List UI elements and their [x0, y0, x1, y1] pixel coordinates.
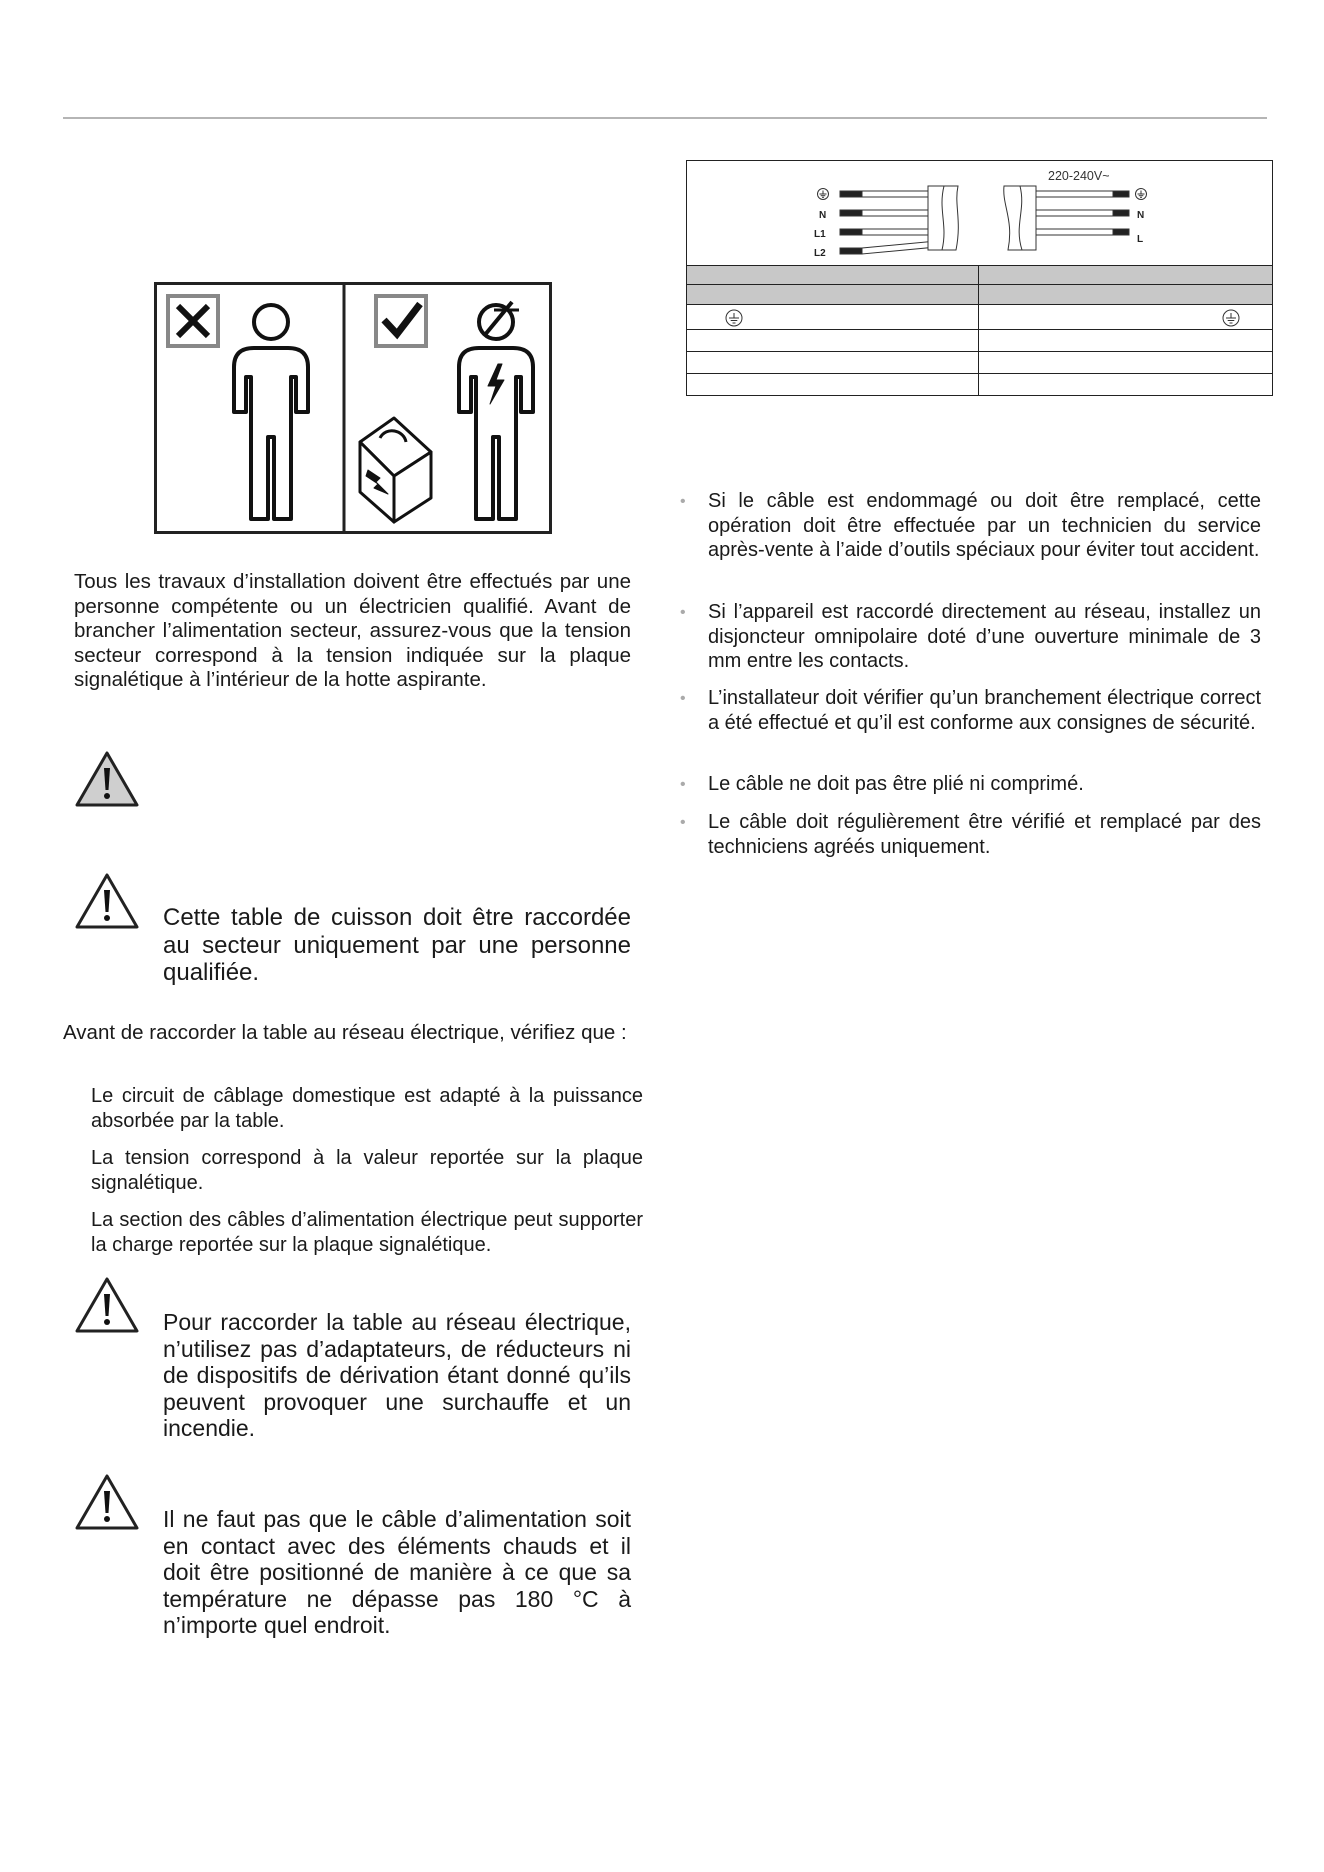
cross-box-icon — [168, 296, 218, 346]
bullet-icon: • — [680, 776, 686, 793]
wiring-table — [686, 265, 1273, 401]
check-box-icon — [376, 296, 426, 346]
warning-triangle-icon — [74, 1276, 140, 1334]
check-intro: Avant de raccorder la table au réseau électrique, vérifiez que : — [63, 1021, 627, 1044]
table-cell — [686, 265, 979, 285]
terminal-label: L — [1137, 234, 1144, 245]
bullet-item: Si le câble est endommagé ou doit être remplacé, cette opération doit être effectuée par un technicien du service après-vente à l’aide d’outils spéciaux pour éviter tout accident. — [708, 490, 1261, 561]
table-cell — [686, 304, 979, 330]
bullet-item: Si l’appareil est raccordé directement au réseau, installez un disjoncteur omnipolaire doté d’une ouverture minimale de 3 mm entre les contacts. — [708, 601, 1261, 672]
bullet-icon: • — [680, 814, 686, 831]
earth-ground-icon — [725, 309, 743, 327]
table-cell — [686, 373, 979, 396]
installer-illustration — [154, 282, 552, 534]
table-row — [686, 265, 1273, 285]
terminal-label: L1 — [814, 229, 826, 240]
table-row — [686, 351, 1273, 374]
check-item: La section des câbles d’alimentation électrique peut supporter la charge reportée sur la plaque signalétique. — [91, 1209, 643, 1256]
table-cell — [979, 284, 1273, 305]
bullet-item: Le câble ne doit pas être plié ni comprimé. — [708, 773, 1084, 795]
warning-triangle-icon — [74, 750, 140, 808]
table-cell — [979, 265, 1273, 285]
warning-text: Il ne faut pas que le câble d’alimentation soit en contact avec des éléments chauds et il doit être positionné de manière à ce que sa température ne dépasse pas 180 °C à n’importe quel endroit. — [163, 1506, 631, 1638]
table-row — [686, 304, 1273, 330]
bullet-item: L’installateur doit vérifier qu’un branchement électrique correct a été effectué et qu’il est conforme aux consignes de sécurité. — [708, 687, 1261, 734]
wiring-diagram-svg — [686, 160, 1273, 266]
check-item: Le circuit de câblage domestique est adapté à la puissance absorbée par la table. — [91, 1085, 643, 1132]
table-cell — [686, 351, 979, 374]
wiring-diagram — [686, 160, 1273, 266]
table-row — [686, 373, 1273, 396]
earth-ground-icon — [1222, 309, 1240, 327]
warning-text: Cette table de cuisson doit être raccordée au secteur uniquement par une personne qualifiée. — [163, 904, 631, 986]
table-cell — [979, 373, 1273, 396]
terminal-label: N — [819, 210, 827, 221]
table-row — [686, 329, 1273, 352]
warning-text: Pour raccorder la table au réseau électrique, n’utilisez pas d’adaptateurs, de réducteurs ni de dispositifs de dérivation étant donné qu’ils peuvent provoquer une surchauffe et un incendie. — [163, 1309, 631, 1441]
table-cell — [979, 351, 1273, 374]
terminal-label: L2 — [814, 248, 826, 259]
table-cell — [979, 304, 1273, 330]
table-cell — [979, 329, 1273, 352]
check-item: La tension correspond à la valeur reportée sur la plaque signalétique. — [91, 1147, 643, 1194]
intro-paragraph: Tous les travaux d’installation doivent être effectués par une personne compétente ou un électricien qualifié. Avant de brancher l’alimentation secteur, assurez-vous que la tension secteur correspond à la tension indiquée sur la plaque signalétique à l’intérieur de la hotte aspirante. — [74, 570, 631, 692]
bullet-icon: • — [680, 604, 686, 621]
warning-triangle-icon — [74, 1473, 140, 1531]
voltage-label: 220-240V~ — [1048, 169, 1110, 183]
header-rule — [63, 117, 1267, 119]
bullet-icon: • — [680, 690, 686, 707]
bullet-item: Le câble doit régulièrement être vérifié et remplacé par des techniciens agréés uniquement. — [708, 811, 1261, 858]
table-cell — [686, 329, 979, 352]
table-cell — [686, 284, 979, 305]
bullet-icon: • — [680, 493, 686, 510]
warning-triangle-icon — [74, 872, 140, 930]
table-row — [686, 284, 1273, 305]
terminal-label: N — [1137, 210, 1145, 221]
